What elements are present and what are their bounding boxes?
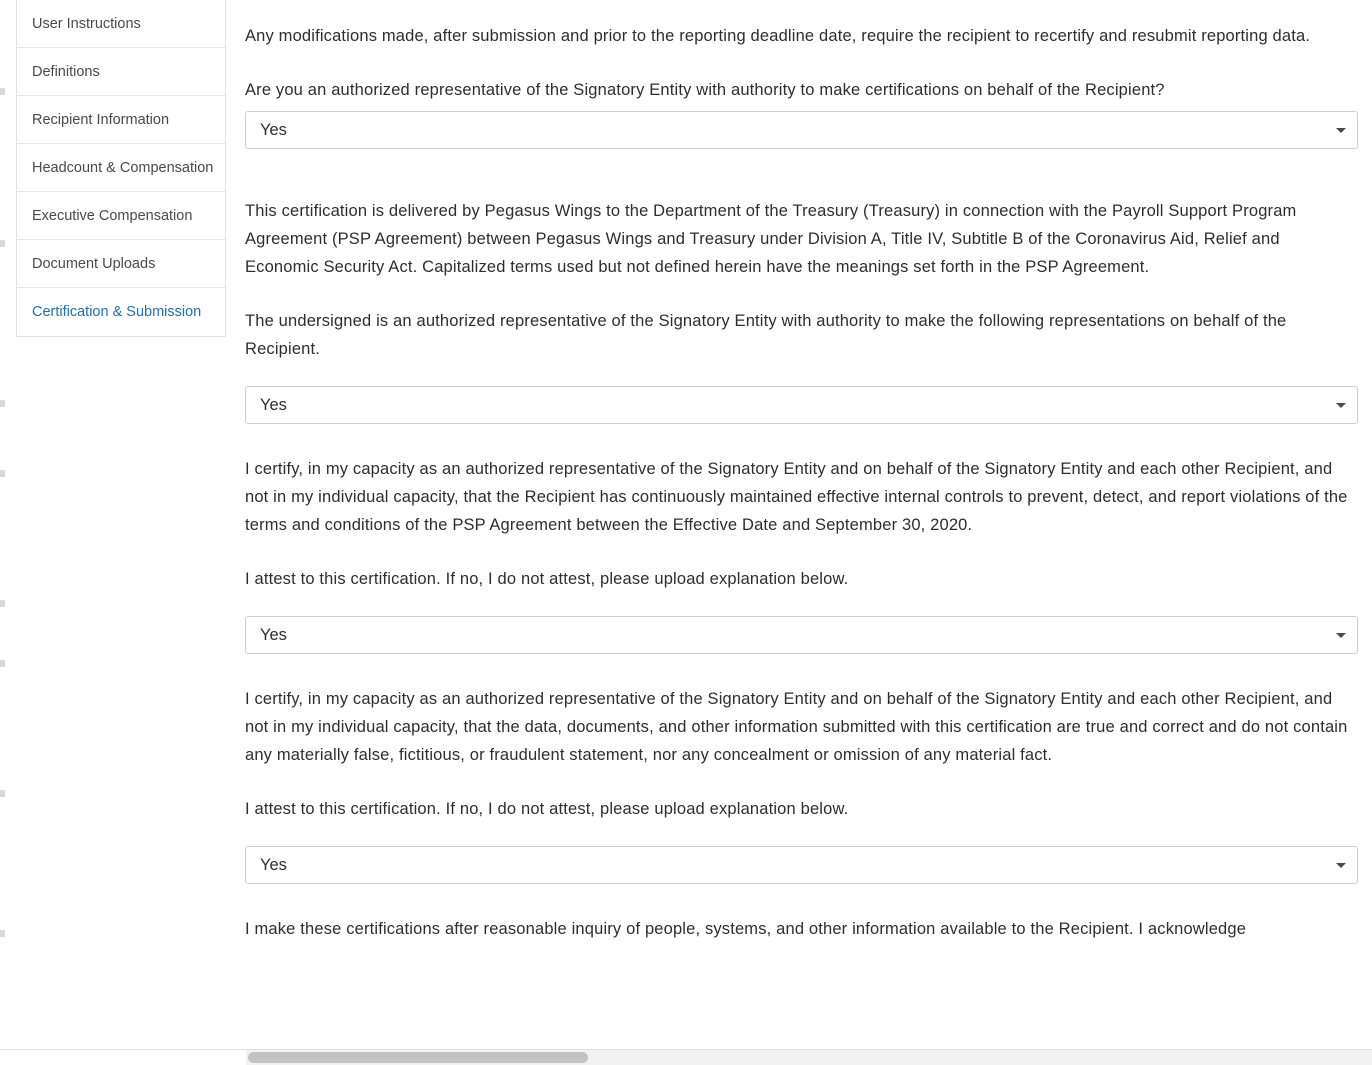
chevron-down-icon [1336, 633, 1346, 638]
rail-tick [0, 470, 5, 477]
paragraph-internal-controls: I certify, in my capacity as an authorized representative of the Signatory Entity and on behalf of the Signatory Entity and each other Recipient, and not in my individual capacity, that the Recipient has continuously maintained effective internal controls to prevent, detect, and report violations of the terms and conditions of the PSP Agreement between the Effective Date and September 30, 2020. [245, 460, 1348, 534]
select-undersigned-representative-value: Yes [260, 396, 287, 414]
left-rail [0, 0, 6, 1065]
sidebar-item-definitions[interactable]: Definitions [17, 48, 225, 96]
sidebar-nav [16, 0, 226, 337]
paragraph-reasonable-inquiry: I make these certifications after reasonable inquiry of people, systems, and other information available to the Recipient. I acknowledge [245, 920, 1247, 938]
paragraph-true-and-correct: I certify, in my capacity as an authorized representative of the Signatory Entity and on behalf of the Signatory Entity and each other Recipient, and not in my individual capacity, that the data, documents, and other information submitted with this certification are true and correct and do not contain any materially false, fictitious, or fraudulent statement, nor any concealment or omission of any material fact. [245, 690, 1348, 764]
sidebar-item-document-uploads[interactable]: Document Uploads [17, 240, 225, 288]
chevron-down-icon [1336, 403, 1346, 408]
sidebar-item-user-instructions[interactable]: User Instructions [17, 0, 225, 48]
select-attest-true-and-correct[interactable] [245, 846, 1358, 884]
paragraph-attest-true-and-correct: I attest to this certification. If no, I do not attest, please upload explanation below. [245, 800, 849, 818]
question-authorized-representative: Are you an authorized representative of the Signatory Entity with authority to make certifications on behalf of the Recipient? [245, 81, 1165, 99]
rail-tick [0, 400, 5, 407]
paragraph-attest-internal-controls: I attest to this certification. If no, I do not attest, please upload explanation below. [245, 570, 849, 588]
select-attest-internal-controls-value: Yes [260, 626, 287, 644]
paragraph-undersigned: The undersigned is an authorized representative of the Signatory Entity with authority to make the following representations on behalf of the Recipient. [245, 312, 1287, 358]
rail-tick [0, 660, 5, 667]
rail-tick [0, 790, 5, 797]
sidebar-item-executive-compensation[interactable]: Executive Compensation [17, 192, 225, 240]
sidebar-item-certification-submission[interactable]: Certification & Submission [32, 304, 202, 320]
paragraph-certification-delivered: This certification is delivered by Pegasus Wings to the Department of the Treasury (Treasury) in connection with the Payroll Support Program Agreement (PSP Agreement) between Pegasus Wings and Treasury under Division A, Title IV, Subtitle B of the Coronavirus Aid, Relief and Economic Security Act. Capitalized terms used but not defined herein have the meanings set forth in the PSP Agreement. [245, 202, 1297, 276]
select-authorized-representative-value: Yes [260, 121, 287, 139]
sidebar-item-recipient-information[interactable]: Recipient Information [17, 96, 225, 144]
sidebar-item-headcount-compensation[interactable]: Headcount & Compensation [17, 144, 225, 192]
select-undersigned-representative[interactable] [245, 386, 1358, 424]
horizontal-scrollbar-thumb[interactable] [248, 1052, 588, 1063]
select-attest-true-and-correct-value: Yes [260, 856, 287, 874]
select-attest-internal-controls[interactable] [245, 616, 1358, 654]
rail-tick [0, 240, 5, 247]
paragraph-modifications: Any modifications made, after submission and prior to the reporting deadline date, require the recipient to recertify and resubmit reporting data. [245, 27, 1311, 45]
chevron-down-icon [1336, 128, 1346, 133]
rail-tick [0, 88, 5, 95]
select-authorized-representative[interactable] [245, 111, 1358, 149]
chevron-down-icon [1336, 863, 1346, 868]
rail-tick [0, 600, 5, 607]
horizontal-scrollbar[interactable] [0, 1049, 1372, 1065]
scrollbar-left-blank [0, 1050, 246, 1065]
main-content [228, 0, 1372, 1050]
rail-tick [0, 930, 5, 937]
